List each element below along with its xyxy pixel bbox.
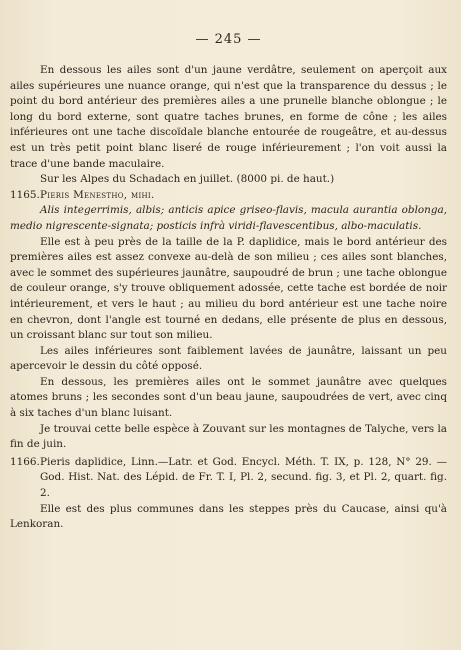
page-number: — 245 — (195, 32, 262, 47)
paragraph-locality: Sur les Alpes du Schadach en juillet. (8000 pi. de haut.) (40, 173, 335, 186)
paragraph-underside: En dessous les ailes sont d'un jaune verdâtre, seulement on aperçoit aux ailes supérieures une nuance orange, qui n'est que la transparence du dessus ; le point du bord antérieur des premières ailes a une prunelle blanche oblongue ; le long du bord externe, sont quatre taches brunes, en forme de cône ; les ailes inférieures ont une tache discoïdale blanche entourée de rougeâtre, et au-dessus est un très petit point blanc liseré de rouge inférieurement ; l'on voit aussi la trace d'une bande maculaire. (10, 64, 447, 170)
paragraph-locality-2: Je trouvai cette belle espèce à Zouvant sur les montagnes de Talyche, vers la fin de juin. (10, 422, 447, 451)
paragraph-distribution: Elle est des plus communes dans les steppes près du Caucase, ainsi qu'à Lenkoran. (10, 502, 447, 531)
species-entry-1166 (10, 455, 447, 502)
paragraph-hindwings: Les ailes inférieures sont faiblement lavées de jaunâtre, laissant un peu apercevoir le dessin du côté opposé. (10, 344, 447, 373)
species-number: 1165. (10, 188, 40, 201)
species-entry-1165 (10, 188, 447, 204)
paragraph-description: Elle est à peu près de la taille de la P. daplidice, mais le bord antérieur des premières ailes est assez convexe au-delà de son milieu ; ces ailes sont blanches, avec le sommet des supérieures jaunâtre, saupoudré de brun ; une tache oblongue de couleur orange, s'y trouve obliquement adossée, cette tache est bordée de noir intérieurement, et vers le haut ; au milieu du bord antérieur est une tache noire en chevron, dont l'angle est tourné en dedans, elle présente de plus en dessous, un croissant blanc sur tout son milieu. (10, 235, 448, 342)
paragraph-underside-2: En dessous, les premières ailes ont le sommet jaunâtre avec quelques atomes bruns ; les secondes sont d'un beau jaune, saupoudrées de vert, avec cinq à six taches d'un blanc luisant. (10, 375, 447, 420)
species-latin-diagnosis: Alis integerrimis, albis; anticis apice griseo-flavis, macula aurantia oblonga, medio nigrescente-signata; posticis infrà viridi-flavescentibus, albo-maculatis. (10, 204, 447, 232)
species-number: 1166. (10, 455, 40, 468)
species-reference: Pieris daplidice, Linn.—Latr. et God. Encycl. Méth. T. IX, p. 128, N° 29. — God. Hist. Nat. des Lépid. de Fr. T. I, Pl. 2, secund. fig. 3, et Pl. 2, quart. fig. 2. (40, 455, 447, 500)
species-title: Pieris Menestho, mihi. (40, 188, 155, 201)
